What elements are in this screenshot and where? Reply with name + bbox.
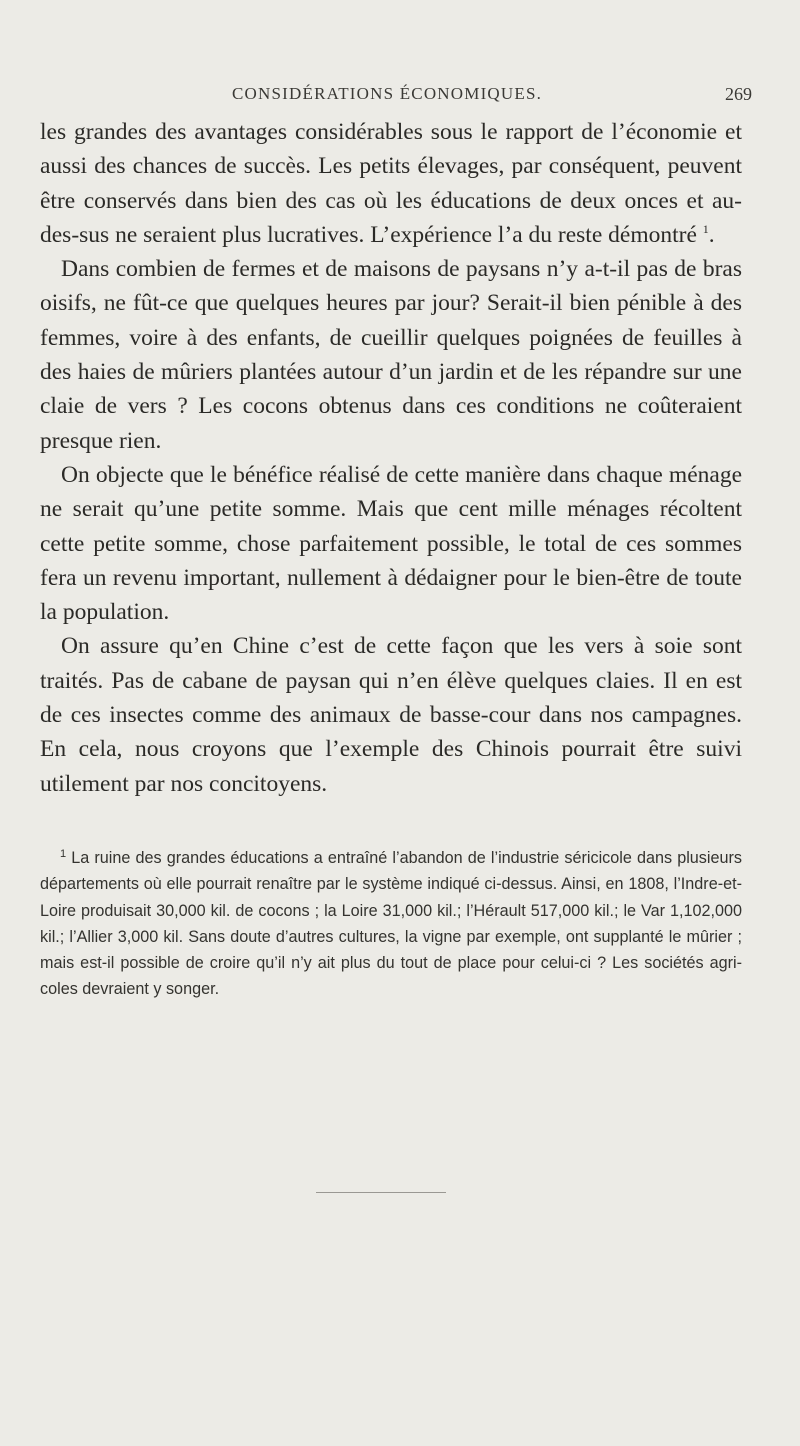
footnote-marker: 1 (60, 848, 67, 860)
page-number: 269 (725, 84, 752, 104)
footnote (40, 845, 742, 1003)
paragraph-4: On assure qu’en Chine c’est de cette façon que les vers à soie sont traités. Pas de cabane de paysan qui n’en élève quelques claies. Il en est de ces insectes comme des animaux de basse-cour dans nos campagnes. En cela, nous croyons que l’exemple des Chinois pourrait être suivi utilement par nos concitoyens. (40, 633, 742, 797)
footnote-end-rule (316, 1192, 446, 1193)
paragraph-1-end: . (708, 221, 715, 248)
running-head: CONSIDÉRATIONS ÉCONOMIQUES. (232, 84, 543, 103)
footnote-reference[interactable]: 1 (702, 221, 709, 236)
page-header (232, 84, 570, 106)
paragraph-1-text: les grandes des avantages considérables sous le rapport de l’économie et aussi des chances de succès. Les petits élevages, par conséquent, peuvent être conservés dans bien des cas où les éducations de deux onces et au-des-sus ne seraient plus lucratives. L’expérience l’a du reste démontré (40, 119, 742, 248)
paragraph-2: Dans combien de fermes et de maisons de paysans n’y a-t-il pas de bras oisifs, ne fût-ce que quelques heures par jour? Serait-il bien pénible à des femmes, voire à des enfants, de cueillir quelques poignées de feuilles à des haies de mûriers plantées autour d’un jardin et de les répandre sur une claie de vers ? Les cocons obtenus dans ces conditions ne coûteraient presque rien. (40, 256, 742, 454)
paragraph-1 (40, 115, 742, 252)
main-text (40, 115, 742, 801)
paragraph-3: On objecte que le bénéfice réalisé de cette manière dans chaque ménage ne serait qu’une petite somme. Mais que cent mille ménages récoltent cette petite somme, chose parfaitement possible, le total de ces sommes fera un revenu important, nullement à dédaigner pour le bien-être de toute la population. (40, 461, 742, 626)
footnote-paragraph (40, 845, 742, 1003)
footnote-text: La ruine des grandes éducations a entraîné l’abandon de l’industrie séricicole dans plusieurs départements où elle pourrait renaître par le système indiqué ci-dessus. Ainsi, en 1808, l’Indre-et-Loire produisait 30,000 kil. de cocons ; la Loire 31,000 kil.; l’Hérault 517,000 kil.; le Var 1,102,000 kil.; l’Allier 3,000 kil. Sans doute d’autres cultures, la vigne par exemple, ont supplanté le mûrier ; mais est-il possible de croire qu’il n’y ait plus du tout de place pour celui-ci ? Les sociétés agri-coles devraient y songer. (40, 849, 742, 999)
